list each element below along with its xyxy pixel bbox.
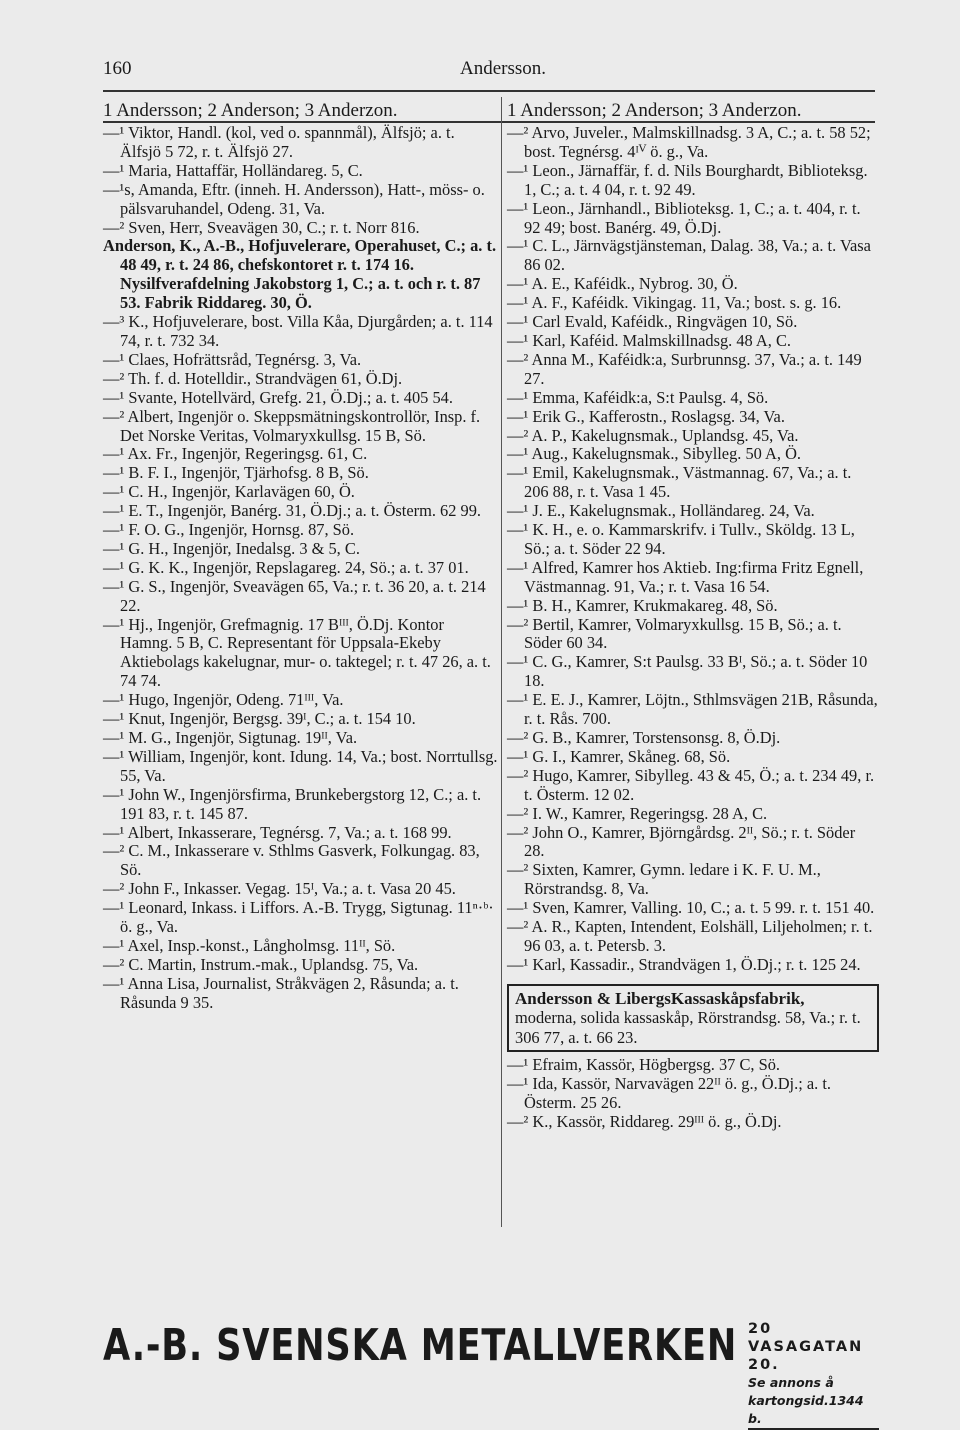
directory-entry: —¹ J. E., Kakelugnsmak., Holländareg. 24, Va.: [507, 501, 815, 521]
directory-entry: —¹ G. K. K., Ingenjör, Repslagareg. 24, Sö.; a. t. 37 01.: [103, 557, 469, 577]
directory-entry: —¹ Knut, Ingenjör, Bergsg. 39ᴵ, C.; a. t. 154 10.: [103, 709, 416, 729]
directory-entry: —¹ Aug., Kakelugnsmak., Sibylleg. 50 A, Ö.: [507, 444, 802, 464]
directory-entry: —² Th. f. d. Hotelldir., Strandvägen 61, Ö.Dj.: [103, 368, 403, 388]
metallverken-address-box: [748, 1320, 879, 1430]
directory-entry: —² Arvo, Juveler., Malmskillnadsg. 3 A, C.; a. t. 58 52; bost. Tegnérsg. 4ᴵⱽ ö. g., Va.: [507, 123, 871, 161]
directory-entry: —² Hugo, Kamrer, Sibylleg. 43 & 45, Ö.; a. t. 234 49, r. t. Österm. 12 02.: [507, 765, 875, 804]
directory-entry: —¹ Carl Evald, Kaféidk., Ringvägen 10, Sö.: [507, 312, 798, 332]
advert-body: moderna, solida kassaskåp, Rörstrandsg. 58, Va.; r. t. 306 77, a. t. 66 23.: [515, 1008, 861, 1047]
directory-entry: —² John F., Inkasser. Vegag. 15ᴵ, Va.; a. t. Vasa 20 45.: [103, 879, 456, 899]
metallverken-name: A.-B. SVENSKA METALLVERKEN: [103, 1320, 738, 1371]
directory-entry: —¹s, Amanda, Eftr. (inneh. H. Andersson), Hatt-, möss- o. pälsvaruhandel, Odeng. 31, Va.: [103, 179, 485, 218]
directory-entry: —¹ Viktor, Handl. (kol, ved o. spannmål), Älfsjö; a. t. Älfsjö 5 72, r. t. Älfsjö 27.: [103, 123, 455, 161]
directory-entry: —¹ C. L., Järnvägstjänsteman, Dalag. 38, Va.; a. t. Vasa 86 02.: [507, 236, 871, 275]
directory-entry: —¹ Leonard, Inkass. i Liffors. A.-B. Trygg, Sigtunag. 11ⁿ·ᵇ· ö. g., Va.: [103, 898, 494, 937]
directory-entry: —² C. Martin, Instrum.-mak., Uplandsg. 75, Va.: [103, 954, 419, 974]
right-column: [507, 124, 879, 1132]
directory-entry: —² Albert, Ingenjör o. Skeppsmätningskontrollör, Insp. f. Det Norske Veritas, Volmaryxkullsg. 15 B, Sö.: [103, 406, 481, 445]
right-entries: [507, 124, 879, 975]
directory-entry: —¹ Sven, Kamrer, Valling. 10, C.; a. t. 5 99. r. t. 151 40.: [507, 898, 875, 918]
page-header: [0, 58, 960, 88]
directory-entry: —² Bertil, Kamrer, Volmaryxkullsg. 15 B, Sö.; a. t. Söder 60 34.: [507, 614, 842, 653]
directory-entry: —¹ Emma, Kaféidk:a, S:t Paulsg. 4, Sö.: [507, 387, 769, 407]
directory-entry: —¹ Maria, Hattaffär, Holländareg. 5, C.: [103, 160, 363, 180]
header-rule-top: [103, 90, 875, 92]
directory-entry: —¹ John W., Ingenjörsfirma, Brunkebergstorg 12, C.; a. t. 191 83, r. t. 145 87.: [103, 784, 482, 823]
directory-entry: —¹ Karl, Kassadir., Strandvägen 1, Ö.Dj.; r. t. 125 24.: [507, 954, 861, 974]
directory-entry: —¹ A. F., Kaféidk. Vikingag. 11, Va.; bost. s. g. 16.: [507, 293, 842, 313]
directory-entry: —² G. B., Kamrer, Torstensonsg. 8, Ö.Dj.: [507, 728, 781, 747]
column-separator: [501, 97, 502, 1227]
directory-entry: —² Anna M., Kaféidk:a, Surbrunnsg. 37, Va.; a. t. 149 27.: [507, 349, 862, 388]
directory-entry: —¹ Axel, Insp.-konst., Långholmsg. 11ᴵᴵ, Sö.: [103, 935, 396, 955]
directory-entry: —² C. M., Inkasserare v. Sthlms Gasverk, Folkungag. 83, Sö.: [103, 841, 480, 880]
directory-entry: —¹ G. S., Ingenjör, Sveavägen 65, Va.; r. t. 36 20, a. t. 214 22.: [103, 576, 486, 615]
directory-entry: —² Sixten, Kamrer, Gymn. ledare i K. F. U. M., Rörstrandsg. 8, Va.: [507, 860, 821, 899]
left-column-head: 1 Andersson; 2 Anderson; 3 Anderzon.: [103, 100, 398, 121]
right-column-head: 1 Andersson; 2 Anderson; 3 Anderzon.: [507, 100, 802, 121]
directory-entry: —³ K., Hofjuvelerare, bost. Villa Kåa, Djurgården; a. t. 114 74, r. t. 732 34.: [103, 312, 493, 350]
directory-entry: —¹ Leon., Järnaffär, f. d. Nils Bourghardt, Biblioteksg. 1, C.; a. t. 4 04, r. t. 92 49.: [507, 160, 868, 199]
directory-entry: —¹ Ida, Kassör, Narvavägen 22ᴵᴵ ö. g., Ö.Dj.; a. t. Österm. 25 26.: [507, 1074, 831, 1113]
directory-entry: —¹ Hugo, Ingenjör, Odeng. 71ᴵᴵᴵ, Va.: [103, 690, 344, 710]
metallverken-address: 20 VASAGATAN 20.: [748, 1321, 864, 1373]
directory-entry: Anderson, K., A.-B., Hofjuvelerare, Operahuset, C.; a. t. 48 49, r. t. 24 86, chefskontoret r. t. 174 16. Nysilfverafdelning Jakobstorg 1, C.; a. t. och r. t. 87 53. Fabrik Riddareg. 30, Ö.: [103, 236, 497, 313]
directory-entry: —¹ Emil, Kakelugnsmak., Västmannag. 67, Va.; a. t. 206 88, r. t. Vasa 1 45.: [507, 463, 852, 502]
directory-entry: —¹ K. H., e. o. Kammarskrifv. i Tullv., Sköldg. 13 L, Sö.; a. t. Söder 22 94.: [507, 520, 855, 558]
directory-entry: —² A. P., Kakelugnsmak., Uplandsg. 45, Va.: [507, 425, 799, 445]
directory-entry: —¹ G. I., Kamrer, Skåneg. 68, Sö.: [507, 746, 731, 766]
footer-advert: [103, 1320, 879, 1426]
directory-entry: —¹ A. E., Kaféidk., Nybrog. 30, Ö.: [507, 274, 738, 294]
directory-entry: —² Sven, Herr, Sveavägen 30, C.; r. t. Norr 816.: [103, 217, 420, 237]
metallverken-note: Se annons å kartongsid.1344 b.: [748, 1374, 879, 1430]
directory-entry: —² John O., Kamrer, Björngårdsg. 2ᴵᴵ, Sö.; r. t. Söder 28.: [507, 822, 856, 861]
directory-entry: —¹ Alfred, Kamrer hos Aktieb. Ing:firma Fritz Egnell, Västmannag. 91, Va.; r. t. Vasa 16 54.: [507, 557, 864, 596]
directory-entry: —¹ M. G., Ingenjör, Sigtunag. 19ᴵᴵ, Va.: [103, 728, 358, 747]
directory-entry: —¹ E. E. J., Kamrer, Löjtn., Sthlmsvägen 21B, Råsunda, r. t. Rås. 700.: [507, 690, 878, 729]
directory-entry: —¹ Claes, Hofrättsråd, Tegnérsg. 3, Va.: [103, 349, 362, 369]
directory-entry: —¹ Hj., Ingenjör, Grefmagnig. 17 Bᴵᴵᴵ, Ö.Dj. Kontor Hamng. 5 B, C. Representant för Uppsala-Ekeby Aktiebolags kakelugnar, mur- o. taktegel; r. t. 47 26, a. t. 74 74.: [103, 614, 491, 691]
directory-entry: —¹ Anna Lisa, Journalist, Stråkvägen 2, Råsunda; a. t. Råsunda 9 35.: [103, 973, 459, 1012]
directory-entry: —¹ B. F. I., Ingenjör, Tjärhofsg. 8 B, Sö.: [103, 463, 369, 483]
directory-entry: —¹ E. T., Ingenjör, Banérg. 31, Ö.Dj.; a. t. Österm. 62 99.: [103, 501, 481, 521]
directory-entry: —¹ Erik G., Kafferostn., Roslagsg. 34, Va.: [507, 406, 785, 426]
directory-entry: —¹ Efraim, Kassör, Högbergsg. 37 C, Sö.: [507, 1055, 781, 1075]
right-entries-after-advert: [507, 1056, 879, 1132]
page-number: 160: [103, 58, 132, 79]
directory-entry: —¹ Karl, Kaféid. Malmskillnadsg. 48 A, C.: [507, 330, 791, 350]
left-column: [103, 124, 499, 1013]
directory-entry: —¹ C. H., Ingenjör, Karlavägen 60, Ö.: [103, 482, 355, 502]
directory-entry: —¹ Svante, Hotellvärd, Grefg. 21, Ö.Dj.; a. t. 405 54.: [103, 387, 453, 407]
directory-entry: —¹ B. H., Kamrer, Krukmakareg. 48, Sö.: [507, 595, 778, 615]
kassaskap-advert: [507, 984, 879, 1053]
directory-entry: —¹ Leon., Järnhandl., Biblioteksg. 1, C.; a. t. 404, r. t. 92 49; bost. Banérg. 49, Ö.Dj.: [507, 198, 861, 237]
directory-entry: —¹ C. G., Kamrer, S:t Paulsg. 33 Bᴵ, Sö.; a. t. Söder 10 18.: [507, 652, 868, 691]
directory-entry: —¹ Albert, Inkasserare, Tegnérsg. 7, Va.; a. t. 168 99.: [103, 822, 452, 842]
advert-title: Andersson & LibergsKassaskåpsfabrik,: [515, 988, 805, 1008]
directory-entry: —¹ Ax. Fr., Ingenjör, Regeringsg. 61, C.: [103, 444, 368, 464]
directory-entry: —¹ William, Ingenjör, kont. Idung. 14, Va.; bost. Norrtullsg. 55, Va.: [103, 746, 498, 785]
directory-entry: —² I. W., Kamrer, Regeringsg. 28 A, C.: [507, 803, 768, 823]
directory-entry: —² A. R., Kapten, Intendent, Eolshäll, Liljeholmen; r. t. 96 03, a. t. Petersb. 3.: [507, 917, 873, 955]
running-head: Andersson.: [460, 58, 547, 79]
directory-entry: —¹ F. O. G., Ingenjör, Hornsg. 87, Sö.: [103, 520, 355, 540]
directory-entry: —¹ G. H., Ingenjör, Inedalsg. 3 & 5, C.: [103, 538, 360, 558]
directory-entry: —² K., Kassör, Riddareg. 29ᴵᴵᴵ ö. g., Ö.Dj.: [507, 1112, 782, 1131]
